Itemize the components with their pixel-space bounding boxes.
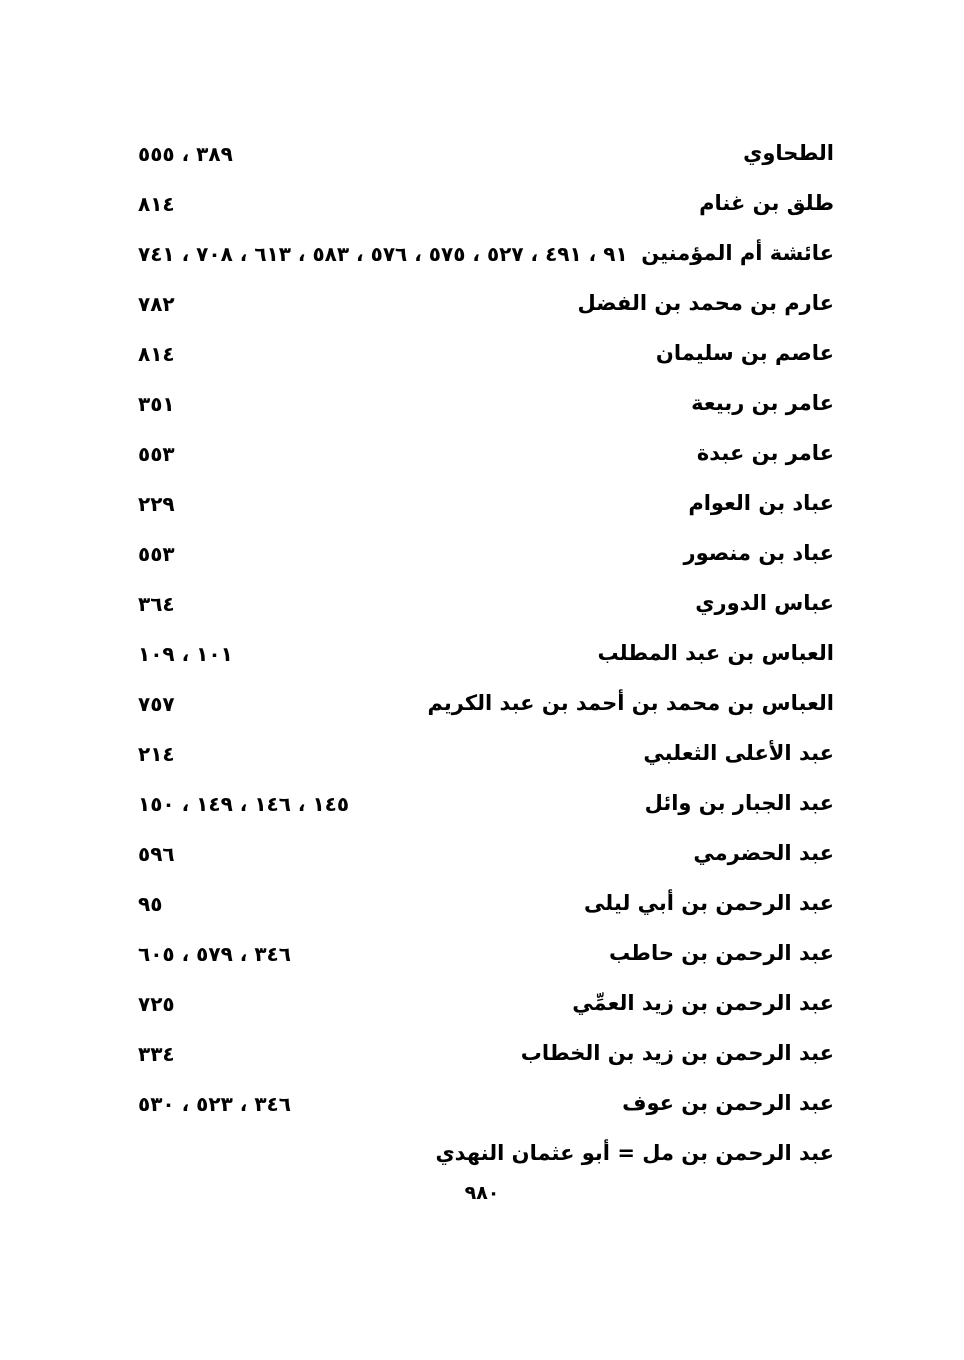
entry-name: عبد الرحمن بن زيد بن الخطاب: [520, 1041, 834, 1065]
entry-name: عبد الأعلى الثعلبي: [643, 741, 834, 765]
entry-pages: ٢٢٩: [138, 492, 175, 516]
entry-name: عباد بن العوام: [688, 491, 834, 515]
entry-name: الطحاوي: [743, 141, 834, 165]
entry-name: عبد الرحمن بن حاطب: [608, 941, 834, 965]
entry-pages: ٨١٤: [138, 192, 175, 216]
entry-name: طلق بن غنام: [699, 191, 834, 215]
entry-pages: ٣٦٤: [138, 592, 175, 616]
index-entry: [0, 1128, 964, 1178]
index-entry: [0, 578, 964, 628]
entry-pages: ٧٥٧: [138, 692, 175, 716]
entry-name: عبد الرحمن بن زيد العمِّي: [572, 991, 834, 1015]
entry-name: عبد الرحمن بن مل = أبو عثمان النهدي: [435, 1141, 834, 1165]
index-entry: [0, 128, 964, 178]
entry-pages: ٣٥١: [138, 392, 175, 416]
entry-name: عامر بن عبدة: [696, 441, 834, 465]
index-entry: [0, 428, 964, 478]
index-entry: [0, 378, 964, 428]
index-entry: [0, 478, 964, 528]
entry-name: عبد الرحمن بن أبي ليلى: [584, 891, 834, 915]
entry-pages: ٨١٤: [138, 342, 175, 366]
entry-pages: ٣٤٦ ، ٥٢٣ ، ٥٣٠: [138, 1092, 291, 1116]
index-entries: [0, 128, 964, 1178]
entry-pages: ٢١٤: [138, 742, 175, 766]
entry-name: العباس بن محمد بن أحمد بن عبد الكريم: [427, 691, 834, 715]
index-entry: [0, 1078, 964, 1128]
entry-pages: ٥٥٣: [138, 542, 175, 566]
index-entry: [0, 528, 964, 578]
entry-pages: ٧٨٢: [138, 292, 175, 316]
index-entry: [0, 628, 964, 678]
entry-pages: ٣٤٦ ، ٥٧٩ ، ٦٠٥: [138, 942, 291, 966]
index-entry: [0, 678, 964, 728]
entry-pages: ٥٥٣: [138, 442, 175, 466]
entry-pages: ٣٨٩ ، ٥٥٥: [138, 142, 233, 166]
entry-name: عارم بن محمد بن الفضل: [577, 291, 834, 315]
entry-name: عامر بن ربيعة: [691, 391, 834, 415]
entry-pages: ٧٢٥: [138, 992, 175, 1016]
index-entry: [0, 178, 964, 228]
index-entry: [0, 828, 964, 878]
entry-pages: ٥٩٦: [138, 842, 175, 866]
index-entry: [0, 278, 964, 328]
entry-name: العباس بن عبد المطلب: [597, 641, 834, 665]
index-entry: [0, 878, 964, 928]
entry-name: عائشة أم المؤمنين: [641, 241, 834, 265]
entry-name: عبد الرحمن بن عوف: [622, 1091, 834, 1115]
entry-pages: ١٠١ ، ١٠٩: [138, 642, 233, 666]
entry-pages: ٩١ ، ٤٩١ ، ٥٢٧ ، ٥٧٥ ، ٥٧٦ ، ٥٨٣ ، ٦١٣ ، ٧٠٨ ، ٧٤١: [138, 242, 628, 266]
index-entry: [0, 228, 964, 278]
index-entry: [0, 778, 964, 828]
index-entry: [0, 978, 964, 1028]
index-entry: [0, 928, 964, 978]
entry-name: عباد بن منصور: [683, 541, 834, 565]
entry-name: عبد الحضرمي: [693, 841, 834, 865]
entry-name: عباس الدوري: [695, 591, 834, 615]
index-entry: [0, 1028, 964, 1078]
entry-name: عاصم بن سليمان: [655, 341, 834, 365]
page-number: ٩٨٠: [464, 1182, 500, 1204]
index-entry: [0, 728, 964, 778]
entry-name: عبد الجبار بن وائل: [644, 791, 834, 815]
entry-pages: ٣٣٤: [138, 1042, 175, 1066]
index-entry: [0, 328, 964, 378]
entry-pages: ٩٥: [138, 892, 163, 916]
entry-pages: ١٤٥ ، ١٤٦ ، ١٤٩ ، ١٥٠: [138, 792, 350, 816]
